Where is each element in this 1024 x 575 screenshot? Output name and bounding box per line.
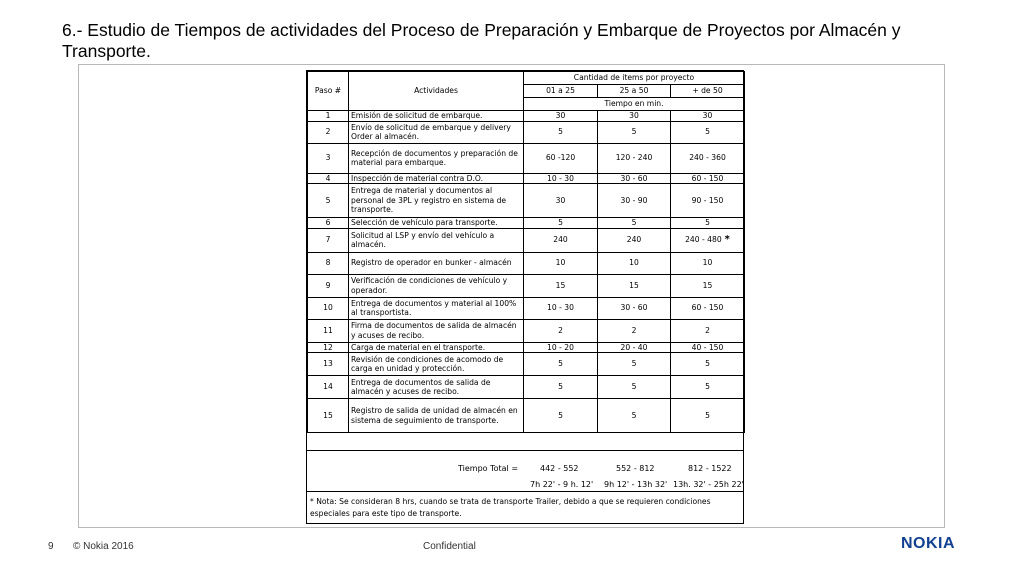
time-value: 30 xyxy=(555,195,566,205)
time-cell xyxy=(671,319,745,342)
table-row xyxy=(308,228,745,252)
activity-cell: Verificación de condiciones de vehículo y operador. xyxy=(349,274,524,297)
step-cell: 12 xyxy=(308,342,349,353)
time-value: 30 - 60 xyxy=(620,173,648,183)
time-value: 5 xyxy=(631,382,637,392)
total-hours-1: 7h 22' - 9 h. 12' xyxy=(530,480,594,489)
step-cell: 11 xyxy=(308,319,349,342)
time-cell xyxy=(598,353,671,376)
header-step: Paso # xyxy=(308,72,349,111)
activity-cell: Emisión de solicitud de embarque. xyxy=(349,111,524,122)
time-value: 15 xyxy=(702,280,713,290)
time-value: 5 xyxy=(558,382,563,392)
step-cell: 8 xyxy=(308,252,349,274)
time-value: 240 xyxy=(626,235,642,245)
time-value: 120 - 240 xyxy=(615,153,653,163)
activity-cell: Revisión de condiciones de acomodo de carga en unidad y protección. xyxy=(349,353,524,376)
time-value: 5 xyxy=(705,127,710,137)
activity-cell: Solicitud al LSP y envío del vehículo a almacén. xyxy=(349,228,524,252)
time-cell xyxy=(598,376,671,399)
time-value: 5 xyxy=(558,359,563,369)
time-value: 5 xyxy=(631,127,637,137)
table-row xyxy=(308,121,745,143)
activity-cell: Registro de operador en bunker - almacén xyxy=(349,252,524,274)
totals-label: Tiempo Total = xyxy=(458,464,519,473)
time-cell xyxy=(671,184,745,218)
time-value: 10 - 20 xyxy=(547,342,574,352)
table-row xyxy=(308,353,745,376)
table-row xyxy=(308,376,745,399)
time-cell xyxy=(671,353,745,376)
time-value: 10 xyxy=(555,258,566,268)
time-cell xyxy=(524,143,598,173)
table-row xyxy=(308,143,745,173)
time-value: 30 - 90 xyxy=(620,195,648,205)
activity-cell: Firma de documentos de salida de almacén y acuses de recibo. xyxy=(349,319,524,342)
time-value: 90 - 150 xyxy=(691,195,724,205)
activity-cell: Entrega de material y documentos al personal de 3PL y registro en sistema de transporte. xyxy=(349,184,524,218)
time-cell xyxy=(524,376,598,399)
time-cell xyxy=(598,218,671,229)
time-cell xyxy=(598,274,671,297)
table-row xyxy=(308,252,745,274)
time-cell xyxy=(598,143,671,173)
time-value: 15 xyxy=(629,280,639,290)
activity-cell: Carga de material en el transporte. xyxy=(349,342,524,353)
time-cell xyxy=(524,173,598,184)
table-row xyxy=(308,184,745,218)
time-cell xyxy=(671,252,745,274)
time-value: 5 xyxy=(558,127,563,137)
time-cell xyxy=(524,319,598,342)
time-cell xyxy=(524,228,598,252)
time-value: 2 xyxy=(558,325,563,335)
time-cell xyxy=(598,319,671,342)
time-value: 10 - 30 xyxy=(547,303,574,313)
time-value: 30 xyxy=(629,111,639,120)
step-cell: 7 xyxy=(308,228,349,252)
time-value: 240 - 480 xyxy=(685,235,722,245)
time-cell xyxy=(524,353,598,376)
time-cell xyxy=(524,399,598,433)
time-value: 5 xyxy=(705,382,710,392)
time-cell xyxy=(671,111,745,122)
activity-cell: Registro de salida de unidad de almacén en sistema de seguimiento de transporte. xyxy=(349,399,524,433)
time-cell xyxy=(524,297,598,319)
time-value: 30 xyxy=(555,111,566,120)
page-number: 9 xyxy=(48,541,54,552)
slide-title: 6.- Estudio de Tiempos de actividades del Proceso de Preparación y Embarque de Proyectos por Almacén y Transporte. xyxy=(62,20,901,61)
time-cell xyxy=(598,297,671,319)
header-range-2: 25 a 50 xyxy=(598,85,671,98)
step-cell: 5 xyxy=(308,184,349,218)
table-row xyxy=(308,173,745,184)
header-items-group: Cantidad de items por proyecto xyxy=(524,72,745,85)
table-row xyxy=(308,399,745,433)
time-value: 5 xyxy=(705,218,710,227)
table-row xyxy=(308,297,745,319)
time-value: 240 xyxy=(553,235,568,245)
header-unit: Tiempo en min. xyxy=(524,98,745,111)
time-value: 60 - 150 xyxy=(691,173,724,183)
step-cell: 10 xyxy=(308,297,349,319)
table-row xyxy=(308,274,745,297)
total-minutes-1: 442 - 552 xyxy=(540,464,579,473)
time-value: 2 xyxy=(631,325,637,335)
time-value: 10 xyxy=(702,258,713,268)
time-value: 40 - 150 xyxy=(691,342,724,352)
step-cell: 13 xyxy=(308,353,349,376)
total-hours-2: 9h 12' - 13h 32' xyxy=(604,480,668,489)
time-value: 5 xyxy=(705,359,710,369)
step-cell: 9 xyxy=(308,274,349,297)
table-row xyxy=(308,111,745,122)
time-cell xyxy=(524,184,598,218)
time-cell xyxy=(671,297,745,319)
time-cell xyxy=(524,218,598,229)
time-cell xyxy=(671,173,745,184)
step-cell: 15 xyxy=(308,399,349,433)
footnote: * Nota: Se consideran 8 hrs, cuando se trata de transporte Trailer, debido a que se requieren condiciones especiales para este tipo de transporte. xyxy=(310,497,711,518)
total-minutes-3: 812 - 1522 xyxy=(688,464,732,473)
time-cell xyxy=(671,399,745,433)
time-cell xyxy=(671,228,745,252)
step-cell: 4 xyxy=(308,173,349,184)
step-cell: 3 xyxy=(308,143,349,173)
time-value: 10 - 30 xyxy=(547,173,574,183)
time-value: 15 xyxy=(555,280,566,290)
totals-block xyxy=(307,450,744,492)
activity-cell: Entrega de documentos y material al 100% al transportista. xyxy=(349,297,524,319)
total-minutes-2: 552 - 812 xyxy=(616,464,655,473)
time-cell xyxy=(598,121,671,143)
total-hours-3: 13h. 32' - 25h 22' xyxy=(673,480,744,489)
time-study-table xyxy=(307,71,745,433)
time-cell xyxy=(524,111,598,122)
time-cell xyxy=(524,342,598,353)
step-cell: 2 xyxy=(308,121,349,143)
table-row xyxy=(308,319,745,342)
time-value: 30 - 60 xyxy=(620,303,648,313)
time-value: 5 xyxy=(631,359,637,369)
header-range-3: + de 50 xyxy=(671,85,745,98)
time-cell xyxy=(524,252,598,274)
copyright: © Nokia 2016 xyxy=(73,541,134,552)
time-value: 2 xyxy=(705,325,710,335)
time-cell xyxy=(598,111,671,122)
time-cell xyxy=(671,218,745,229)
time-value: 5 xyxy=(631,410,637,420)
time-value: 5 xyxy=(705,410,710,420)
time-cell xyxy=(598,173,671,184)
time-cell xyxy=(598,252,671,274)
header-activities: Actividades xyxy=(349,72,524,111)
time-cell xyxy=(671,274,745,297)
time-cell xyxy=(671,121,745,143)
time-cell xyxy=(598,184,671,218)
note-marker: * xyxy=(724,234,730,246)
confidential-label: Confidential xyxy=(423,541,476,552)
time-study-table-container xyxy=(306,70,744,524)
step-cell: 14 xyxy=(308,376,349,399)
activity-cell: Entrega de documentos de salida de almacén y acuses de recibo. xyxy=(349,376,524,399)
activity-cell: Recepción de documentos y preparación de material para embarque. xyxy=(349,143,524,173)
time-cell xyxy=(524,121,598,143)
time-value: 240 - 360 xyxy=(689,153,726,163)
time-value: 20 - 40 xyxy=(620,342,648,352)
activity-cell: Envío de solicitud de embarque y delivery Order al almacén. xyxy=(349,121,524,143)
step-cell: 1 xyxy=(308,111,349,122)
time-value: 60 -120 xyxy=(545,153,576,163)
time-cell xyxy=(598,342,671,353)
time-cell xyxy=(598,399,671,433)
time-value: 30 xyxy=(702,111,713,120)
activity-cell: Inspección de material contra D.O. xyxy=(349,173,524,184)
header-range-1: 01 a 25 xyxy=(524,85,598,98)
time-cell xyxy=(671,342,745,353)
time-cell xyxy=(671,376,745,399)
time-value: 60 - 150 xyxy=(691,303,724,313)
time-value: 5 xyxy=(631,218,637,227)
time-cell xyxy=(671,143,745,173)
time-value: 5 xyxy=(558,410,563,420)
time-cell xyxy=(524,274,598,297)
nokia-logo: NOKIA xyxy=(901,535,956,552)
time-cell xyxy=(598,228,671,252)
time-value: 5 xyxy=(558,218,563,227)
time-value: 10 xyxy=(629,258,639,268)
step-cell: 6 xyxy=(308,218,349,229)
table-row xyxy=(308,218,745,229)
table-row xyxy=(308,342,745,353)
activity-cell: Selección de vehículo para transporte. xyxy=(349,218,524,229)
